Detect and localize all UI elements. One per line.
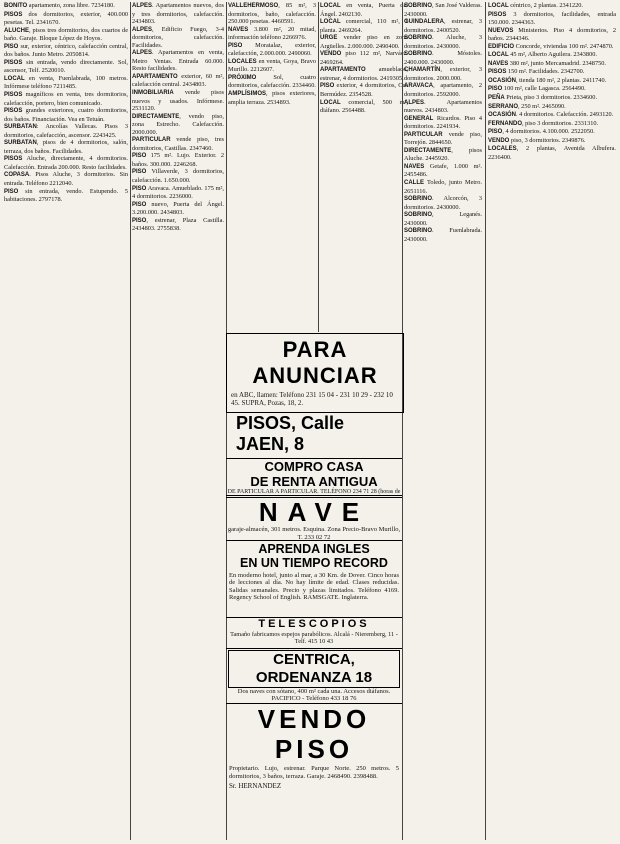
ad-keyword: LOCAL xyxy=(320,3,341,9)
ad-keyword: PISO xyxy=(132,169,147,176)
ad-keyword: LOCALES xyxy=(228,58,257,65)
ad-keyword: NAVES xyxy=(228,26,249,33)
ad-contact: PACIFICO - Teléfono 433 18 76 xyxy=(271,695,357,700)
ad-body: en venta, Goya, Bravo Murillo. 2212607. xyxy=(228,57,316,74)
ad-body: exterior, 60 m², calefacción central. 2434803. xyxy=(132,72,224,89)
ad-keyword: LOCAL xyxy=(320,19,341,26)
classified-ad xyxy=(132,26,224,50)
ad-keyword: AMPLÍSIMOS xyxy=(228,91,267,98)
ad-keyword: LOCAL xyxy=(320,99,341,106)
ad-keyword: SERRANO xyxy=(488,103,519,110)
ad-keyword: CHAMARTÍN xyxy=(404,67,441,74)
classified-ad xyxy=(4,107,128,123)
ad-body: vende piso, tres dormitorios, Castillas. 2347460. xyxy=(132,136,224,152)
classified-ad xyxy=(488,11,616,27)
ad-body: 380 m², junto Mercamadrid. 2348750. xyxy=(508,59,606,67)
classified-ad xyxy=(404,82,482,98)
ad-body: vender piso en zona Argüelles. 2.000.000. 2490400. xyxy=(320,34,408,50)
ad-text: en ABC, llamen: Teléfono 231 15 04 - 231 10 29 - 232 10 45. SUPRA, Pozas, 18, 2. xyxy=(231,391,393,407)
ad-keyword: VENDO xyxy=(488,137,510,144)
ad-keyword: SURBATAN xyxy=(4,140,37,147)
classified-ad xyxy=(404,50,482,66)
ad-keyword: APARTAMENTO xyxy=(320,67,366,74)
ad-keyword: INMOBILIARIA xyxy=(132,90,174,97)
ad-keyword: PARTICULAR xyxy=(404,131,443,138)
classified-ad xyxy=(488,27,616,43)
ad-body: céntrico, 2 plantas. 2341220. xyxy=(508,2,583,9)
ad-body: comercial, 110 m², 1 planta. 2469264. xyxy=(320,18,408,34)
classified-ad xyxy=(132,89,224,113)
ad-headline: COMPRO CASA xyxy=(264,459,364,474)
ad-body: , pisos Aluche. 2445920. xyxy=(404,146,482,163)
ad-keyword: COPASA xyxy=(4,172,30,179)
classified-ad xyxy=(228,90,316,106)
classified-column-5 xyxy=(404,2,482,840)
ad-body: , 250 m². 2465090. xyxy=(518,102,566,110)
ad-body: . Pisos Aluche, 3 dormitorios. Sin entrada. Teléfono 2212040. xyxy=(4,171,128,188)
ad-body: , exterior, 3 dormitorios. 2000.000. xyxy=(404,66,482,82)
ad-centrica-ordenanza xyxy=(226,650,402,700)
classified-ad xyxy=(404,195,482,211)
ad-keyword: LOCALES xyxy=(488,146,517,153)
classified-ad xyxy=(320,2,408,18)
ad-headline: PISOS, Calle JAEN, 8 xyxy=(236,413,345,454)
ad-keyword: SOBRINO xyxy=(404,35,433,42)
ad-body: , estrenar, 3 dormitorios. 2400520. xyxy=(404,18,482,34)
ad-keyword: PISO xyxy=(132,185,147,192)
ad-keyword: ALPES xyxy=(132,3,153,9)
ad-keyword: PISO xyxy=(4,43,19,50)
ad-body: en venta, Fuenlabrada, 100 metros. Infórmese teléfono 7211485. xyxy=(4,74,128,91)
classified-ad xyxy=(4,171,128,187)
ad-keyword: PISO xyxy=(4,188,19,195)
ad-body: Getafe, 1.000 m². 2455486. xyxy=(404,162,482,179)
classified-ad xyxy=(404,227,482,243)
classified-ad xyxy=(404,2,482,18)
ad-keyword: NUEVOS xyxy=(488,27,514,34)
ad-body: . Apartamentos nuevos. 2434803. xyxy=(404,98,482,115)
ad-body: Ricardos. Piso 4 dormitorios. 2241934. xyxy=(404,114,482,131)
classified-ad xyxy=(4,139,128,155)
ad-text: Propietario. Lujo, estrenar. Parque Norte. 250 metros. 5 dormitorios, 3 baños, terraza. Garaje. 2468490. 2398488. xyxy=(229,765,399,780)
classified-ad xyxy=(132,152,224,168)
ad-body: amueblado, estrenar, 4 dormitorios. 2419305. xyxy=(320,66,408,82)
classified-ad xyxy=(404,179,482,195)
ad-keyword: URGE xyxy=(320,35,338,42)
ad-keyword: PISOS xyxy=(4,59,23,66)
classified-ad xyxy=(4,123,128,139)
ad-keyword: PISOS xyxy=(488,69,507,76)
ad-body: . Apartamentos en venta, Metro Ventas. Entrada 60.000. Resto facilidades. xyxy=(132,49,224,73)
ad-keyword: CALLE xyxy=(404,180,424,187)
classified-ad xyxy=(488,137,616,146)
ad-keyword: PISO xyxy=(132,201,147,208)
classified-ad xyxy=(4,2,128,11)
ad-keyword: PRÓXIMO xyxy=(228,74,257,81)
classified-ad xyxy=(320,34,408,50)
classified-ad xyxy=(404,66,482,82)
ad-keyword: SOBRINO xyxy=(404,228,433,235)
classified-ad xyxy=(228,2,316,26)
classified-ad xyxy=(320,18,408,34)
ad-body: en venta, Puerta del Ángel. 2402130. xyxy=(320,2,408,18)
ad-keyword: SOBRINO xyxy=(404,3,433,9)
classified-column-6 xyxy=(488,2,616,840)
ad-body: vende pisos nuevos y usados. Infórmese. 2531120. xyxy=(132,89,224,113)
classified-ad xyxy=(132,113,224,137)
column-divider xyxy=(402,2,403,840)
ad-keyword: GUINDALERA xyxy=(404,19,444,26)
column-divider xyxy=(485,2,486,840)
classified-ad xyxy=(132,217,224,233)
ad-body: comercial, 500 m², diáfano. 2564488. xyxy=(320,98,408,115)
classified-ad xyxy=(4,75,128,91)
ad-body: piso 112 m², Narváez. 2469264. xyxy=(320,50,408,66)
ad-body: , estrenar, Plaza Castilla. 2434803. 2755838. xyxy=(132,216,224,233)
ad-text: Dos naves con sótano, 400 m² cada una. Accesos diáfanos. xyxy=(237,688,391,695)
ad-keyword: EDIFICIO xyxy=(488,43,515,50)
ad-body: , pisos exteriores, amplia terraza. 2534893. xyxy=(228,90,316,106)
ad-keyword: SOBRINO xyxy=(404,196,433,203)
classified-ad xyxy=(404,211,482,227)
classified-ad xyxy=(4,59,128,75)
ad-headline: VENDO PISO xyxy=(257,704,371,764)
classified-ad xyxy=(488,2,616,11)
ad-body: , San José Valderas. 2430000. xyxy=(404,2,482,18)
ad-keyword: ALPES xyxy=(132,26,153,33)
classified-ad xyxy=(320,66,408,82)
ad-keyword: SURBATAN xyxy=(4,124,37,131)
classified-ad xyxy=(4,43,128,59)
classified-ad xyxy=(4,11,128,27)
classified-ad xyxy=(228,26,316,42)
ad-headline: NAVE xyxy=(258,497,370,527)
ad-keyword: LOCAL xyxy=(488,52,509,59)
ad-body: 3 dormitorios, facilidades, entrada 150.000. 2344363. xyxy=(488,10,616,27)
classified-ad xyxy=(404,163,482,179)
ad-keyword: VALLEHERMOSO xyxy=(228,3,279,9)
ad-body: , pisos de 4 dormitorios, salón, terraza, dos baños. Facilidades. xyxy=(4,139,128,155)
ad-body: , 2 plantas, Avenida Albufera. 2236400. xyxy=(488,145,616,161)
column-divider xyxy=(318,2,319,332)
ad-keyword: PISOS xyxy=(488,11,507,18)
classified-ad xyxy=(488,77,616,86)
ad-body: 3.800 m², 20 mitad, información teléfono 2266976. xyxy=(228,25,316,42)
classified-ad xyxy=(132,73,224,89)
ad-keyword: LOCAL xyxy=(488,3,509,9)
ad-body: Sol, cuatro dormitorios, calefacción. 2334460. xyxy=(228,73,316,90)
classified-ad xyxy=(488,120,616,129)
ad-keyword: NAVES xyxy=(404,163,425,170)
ad-keyword: OCASIÓN xyxy=(488,112,517,119)
ad-keyword: GENERAL xyxy=(404,115,434,122)
ad-keyword: PARTICULAR xyxy=(132,137,171,144)
classified-column-3 xyxy=(228,2,316,332)
ad-keyword: PISO xyxy=(488,86,503,93)
classified-ad xyxy=(404,99,482,115)
ad-keyword: PISOS xyxy=(4,156,23,163)
classified-ad xyxy=(488,60,616,69)
ad-headline: APRENDA INGLES xyxy=(258,542,370,556)
ad-text: En moderno hotel, junto al mar, a 30 Km. de Dover. Cinco horas de lecciones al día. No hay límite de edad. Clases reducidas. Salidas semanales. Precio y plazas limitados. Teléfono 4169. Regency School of English. RAMSGATE. Inglaterra. xyxy=(229,572,399,601)
ad-telescopios xyxy=(226,617,402,649)
ad-text: garaje-almacén, 301 metros. Esquina. Zona Precio-Bravo Murillo, T. 233 02 72 xyxy=(227,526,401,541)
classified-ad xyxy=(488,111,616,120)
ad-keyword: APARTAMENTO xyxy=(132,73,178,80)
ad-keyword: PISO xyxy=(228,42,243,49)
ad-body: dos dormitorios, exterior, 400.000 pesetas. Tel. 2341670. xyxy=(4,10,128,27)
ad-body: Villaverde, 3 dormitorios, calefacción. 1.650.000. xyxy=(132,168,224,185)
ad-keyword: PEÑA xyxy=(488,95,505,102)
ad-body: 100 m², calle Lagasca. 2564490. xyxy=(502,85,586,93)
ad-compro-casa xyxy=(226,458,402,496)
ad-body: 150 m². Facilidades. 2342700. xyxy=(506,68,585,76)
ad-headline-2: DE RENTA ANTIGUA xyxy=(250,474,378,489)
ad-keyword: VENDO xyxy=(320,51,342,58)
ad-headline: TELESCOPIOS xyxy=(258,618,370,630)
ad-keyword: PISO xyxy=(132,153,147,160)
classified-ad xyxy=(132,168,224,184)
ad-keyword: PISO xyxy=(132,217,147,224)
classified-column-4 xyxy=(320,2,408,332)
ad-body: Ministerios. Piso 4 dormitorios, 2 baños. 2344346. xyxy=(488,26,616,43)
ad-body: apartamento, zona libre. 7234180. xyxy=(27,2,115,9)
ad-headline: CENTRICA, ORDENANZA 18 xyxy=(228,650,400,688)
ad-keyword: PISO xyxy=(488,129,503,136)
ad-body: , tienda 180 m², 2 plantas. 2411740. xyxy=(516,76,607,84)
ad-keyword: SOBRINO xyxy=(404,212,433,219)
ad-keyword: PISO xyxy=(320,83,335,90)
ad-keyword: PISOS xyxy=(4,108,23,115)
ad-body: sur, exterior, céntrico, calefacción central, dos baños. Junto Metro. 2050814. xyxy=(4,42,128,59)
classified-ad xyxy=(320,82,408,98)
ad-headline: PARA ANUNCIAR xyxy=(252,337,378,388)
classified-ad xyxy=(132,185,224,201)
ad-body: : Ancolías Vallecas. Pisos 3 dormitorios, calefacción, ascensor. 2243425. xyxy=(4,123,128,139)
ad-body: . Móstoles. 2400.000. 2430000. xyxy=(404,50,482,66)
ad-text: DE PARTICULAR A PARTICULAR. TELÉFONO 234 71 28 (horas de xyxy=(227,489,401,495)
ad-keyword: BONITO xyxy=(4,3,28,9)
classified-ad xyxy=(320,50,408,66)
classified-ad xyxy=(132,136,224,152)
ad-body: , apartamento, 2 dormitorios. 2592000. xyxy=(404,82,482,99)
classified-ad xyxy=(4,91,128,107)
classified-ad xyxy=(488,68,616,77)
classified-ad xyxy=(488,85,616,94)
ad-body: exterior, 4 dormitorios, Cea Bermúdez. 2354528. xyxy=(320,82,408,99)
ad-keyword: DIRECTAMENTE xyxy=(132,113,180,120)
classified-ad xyxy=(404,34,482,50)
ad-vendo-piso xyxy=(226,703,402,842)
classified-ad xyxy=(132,49,224,73)
ad-body: , piso 3 dormitorios. 2331310. xyxy=(522,119,599,127)
classified-ad xyxy=(488,43,616,52)
classified-ad xyxy=(228,74,316,90)
classified-ad xyxy=(404,147,482,163)
ad-keyword: OCASIÓN xyxy=(488,77,517,84)
classified-ad xyxy=(488,128,616,137)
ad-signature: Sr. HERNANDEZ xyxy=(229,782,282,790)
classified-ad xyxy=(4,27,128,43)
ad-text: Tamaño fabricamos espejos parabólicos. Alcalá - Nieremberg, 11 - Telf. 415 10 43 xyxy=(230,631,398,645)
ad-body: vende piso, Torrejón. 2844650. xyxy=(404,130,482,147)
classified-ad xyxy=(320,99,408,115)
ad-keyword: SOBRINO xyxy=(404,51,433,58)
ad-keyword: NAVES xyxy=(488,60,509,67)
ad-keyword: ALPES xyxy=(132,50,153,57)
ad-body: sin entrada, vendo directamente. Sol, ascensor, Telf. 2520010. xyxy=(4,58,128,75)
classified-ad xyxy=(228,42,316,58)
classified-ad xyxy=(4,155,128,171)
classified-ad xyxy=(4,188,128,204)
classified-ad xyxy=(488,145,616,161)
ad-keyword: ALUCHE xyxy=(4,27,29,34)
ad-keyword: DIRECTAMENTE xyxy=(404,147,452,154)
classified-ad xyxy=(228,58,316,74)
ad-headline-2: EN UN TIEMPO RECORD xyxy=(240,556,388,570)
ad-nave xyxy=(226,497,402,541)
classified-ad xyxy=(132,2,224,26)
ad-para-anunciar xyxy=(226,333,404,413)
ad-keyword: PISOS xyxy=(4,11,23,18)
ad-body: sin entrada, vendo. Estupendo. 5 habitaciones. 2797178. xyxy=(4,187,128,204)
ad-body: . 4 dormitorios. Calefacción. 2493120. xyxy=(516,111,614,119)
ad-body: , 4 dormitorios. 4.100.000. 2522050. xyxy=(502,128,595,136)
classified-ad xyxy=(488,103,616,112)
ad-body: Toledo, junto Metro. 2651116. xyxy=(404,179,482,195)
ad-body: , Edificio Fuego, 3-4 dormitorios, calefacción. Facilidades. xyxy=(132,25,224,49)
ad-body: , Leganés. 2430000. xyxy=(404,211,482,227)
ad-body: 175 m². Lujo. Exterior. 2 baños. 300.000. 2246268. xyxy=(132,152,224,168)
ad-body: 45 m², Alberto Aguilera. 2343800. xyxy=(508,51,597,59)
ad-body: . Aluche, 3 dormitorios. 2430000. xyxy=(404,34,482,50)
classified-ad xyxy=(404,115,482,131)
ad-body: Aravaca. Amueblado. 175 m², 4 dormitorios. 2236000. xyxy=(132,184,224,201)
ad-body: nuevo, Puerta del Ángel. 3.200.000. 2434803. xyxy=(132,200,224,217)
ad-keyword: LOCAL xyxy=(4,75,25,82)
ad-body: . Fuenlabrada. 2430000. xyxy=(404,227,482,243)
ad-body: , 85 m², 3 dormitorios, baño, calefacción. 250.000 pesetas. 4460591. xyxy=(228,2,316,26)
classified-column-2 xyxy=(132,2,224,840)
ad-aprenda-ingles xyxy=(226,542,402,614)
ad-pisos-jaen xyxy=(226,413,402,455)
column-divider xyxy=(130,2,131,840)
ad-body: , vendo piso, zona Estrecho. Calefacción. 2000.000. xyxy=(132,112,224,136)
ad-keyword: FERNANDO xyxy=(488,120,522,127)
ad-body: . Alcorcón, 3 dormitorios. 2430000. xyxy=(404,195,482,211)
ad-body: grandes exteriores, cuatro dormitorios, dos baños. Financiación. Vea en Tetuán. xyxy=(4,107,128,123)
classified-ad xyxy=(488,94,616,103)
ad-body: piso, 3 dormitorios. 2349876. xyxy=(509,136,586,144)
ad-body: Aluche, directamente, 4 dormitorios. Calefacción. Entrada 200.000. Resto facilidades. xyxy=(4,155,128,171)
classified-ad xyxy=(132,201,224,217)
ad-keyword: PISOS xyxy=(4,92,23,99)
classified-ad xyxy=(404,131,482,147)
ad-body: Concorde, viviendas 100 m². 2474870. xyxy=(514,42,614,50)
classified-ad xyxy=(488,51,616,60)
ad-body: , pisos tres dormitorios, dos cuartos de baño. Garaje. Bloque López de Hoyos. xyxy=(4,26,128,43)
classified-column-1 xyxy=(4,2,128,840)
ad-body: . Apartamentos nuevos, dos y tres dormitorios, calefacción. 2434803. xyxy=(132,2,224,26)
ad-keyword: ARAVACA xyxy=(404,83,434,90)
ad-keyword: ALPES xyxy=(404,99,425,106)
ad-body: Moratalaz, exterior, calefacción, 2.000.000. 2490060. xyxy=(228,41,316,58)
ad-body: Prieta, piso 3 dormitorios. 2334600. xyxy=(504,94,598,102)
ad-body: magníficos en venta, tres dormitorios, calefacción, portero, bien comunicado. xyxy=(4,91,128,107)
classified-ad xyxy=(404,18,482,34)
